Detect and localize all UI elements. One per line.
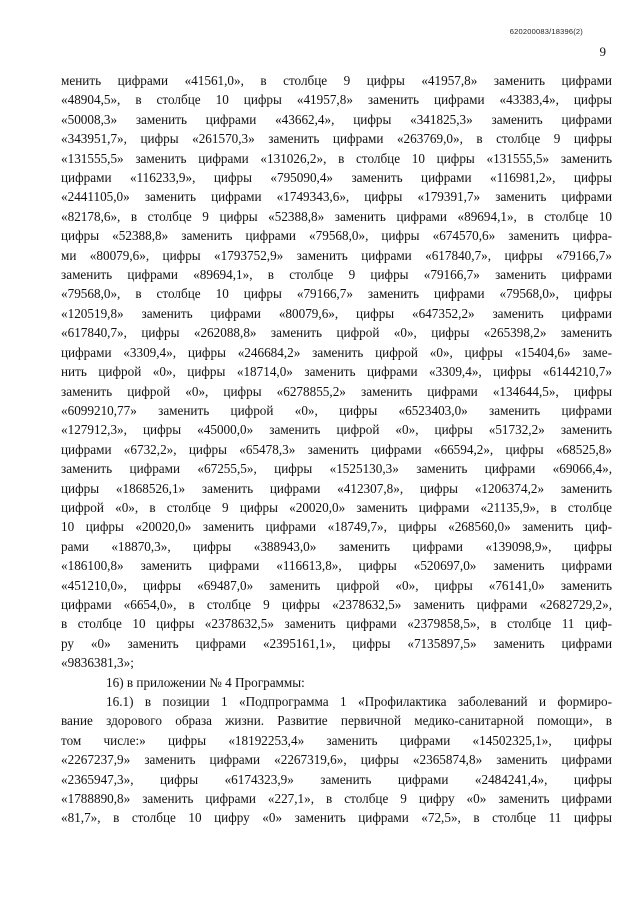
text-line: «120519,8» заменить цифрами «80079,6», цифры «647352,2» заменить цифрами — [61, 305, 612, 321]
text-line: «79568,0», в столбце 10 цифры «79166,7» заменить цифрами «79568,0», цифры — [61, 286, 612, 302]
paragraph-end-line: «9836381,3»; — [61, 655, 134, 671]
text-line: ми «80079,6», цифры «1793752,9» заменить цифрами «617840,7», цифры «79166,7» — [61, 247, 612, 263]
text-line: цифрой «0», в столбце 9 цифры «20020,0» заменить цифрами «21135,9», в столбце — [61, 499, 612, 515]
text-line: «2267237,9» заменить цифрами «2267319,6», цифры «2365874,8» заменить цифрами — [61, 752, 612, 768]
text-line: «50008,3» заменить цифрами «43662,4», цифры «341825,3» заменить цифрами — [61, 111, 612, 127]
text-line: «186100,8» заменить цифрами «116613,8», цифры «520697,0» заменить цифрами — [61, 558, 612, 574]
text-line: цифрами «116233,9», цифры «795090,4» заменить цифрами «116981,2», цифры — [61, 170, 612, 186]
document-body — [61, 71, 612, 828]
text-line: менить цифрами «41561,0», в столбце 9 цифры «41957,8» заменить цифрами — [61, 73, 612, 88]
text-line: «81,7», в столбце 10 цифру «0» заменить цифрами «72,5», в столбце 11 цифры — [61, 810, 612, 826]
text-line: заменить цифрой «0», цифры «6278855,2» заменить цифрами «134644,5», цифры — [61, 383, 612, 399]
text-line: «1788890,8» заменить цифрами «227,1», в столбце 9 цифру «0» заменить цифрами — [61, 791, 612, 807]
page-number: 9 — [599, 44, 606, 59]
text-line: цифрами «3309,4», цифры «246684,2» заменить цифрой «0», цифры «15404,6» заме- — [61, 344, 612, 360]
text-line: цифрами «6732,2», цифры «65478,3» заменить цифрами «66594,2», цифры «68525,8» — [61, 441, 612, 457]
text-line: «131555,5» заменить цифрами «131026,2», в столбце 10 цифры «131555,5» заменить — [61, 150, 612, 166]
text-line: «451210,0», цифры «69487,0» заменить цифрой «0», цифры «76141,0» заменить — [61, 577, 612, 593]
text-line: цифры «1868526,1» заменить цифрами «412307,8», цифры «1206374,2» заменить — [61, 480, 612, 496]
text-line: том числе:» цифры «18192253,4» заменить цифрами «14502325,1», цифры — [61, 732, 612, 748]
text-line: «343951,7», цифры «261570,3» заменить цифрами «263769,0», в столбце 9 цифры — [61, 131, 612, 147]
text-line: 16.1) в позиции 1 «Подпрограмма 1 «Профилактика заболеваний и формиро- — [106, 694, 612, 709]
text-line: ру «0» заменить цифрами «2395161,1», цифры «7135897,5» заменить цифрами — [61, 635, 612, 651]
text-line: «48904,5», в столбце 10 цифры «41957,8» заменить цифрами «43383,4», цифры — [61, 92, 612, 108]
text-line: 10 цифры «20020,0» заменить цифрами «18749,7», цифры «268560,0» заменить циф- — [61, 519, 612, 535]
text-line: в столбце 10 цифры «2378632,5» заменить цифрами «2379858,5», в столбце 11 циф- — [61, 616, 612, 632]
text-line: нить цифрой «0», цифры «18714,0» заменить цифрами «3309,4», цифры «6144210,7» — [61, 364, 612, 380]
text-line: цифрами «6654,0», в столбце 9 цифры «2378632,5» заменить цифрами «2682729,2», — [61, 596, 612, 612]
text-line: «2441105,0» заменить цифрами «1749343,6», цифры «179391,7» заменить цифрами — [61, 189, 612, 205]
text-line: «617840,7», цифры «262088,8» заменить цифрой «0», цифры «265398,2» заменить — [61, 325, 612, 341]
text-line: «2365947,3», цифры «6174323,9» заменить цифрами «2484241,4», цифры — [61, 771, 612, 787]
text-line: «127912,3», цифры «45000,0» заменить цифрой «0», цифры «51732,2» заменить — [61, 422, 612, 438]
text-line: цифры «52388,8» заменить цифрами «79568,0», цифры «674570,6» заменить цифра- — [61, 228, 612, 244]
text-line: заменить цифрами «67255,5», цифры «1525130,3» заменить цифрами «69066,4», — [61, 461, 612, 477]
text-line: заменить цифрами «89694,1», в столбце 9 цифры «79166,7» заменить цифрами — [61, 267, 612, 283]
document-registration-number: 620200083/18396(2) — [509, 27, 583, 36]
section-heading: 16) в приложении № 4 Программы: — [106, 674, 305, 690]
text-line: «82178,6», в столбце 9 цифры «52388,8» заменить цифрами «89694,1», в столбце 10 — [61, 208, 612, 224]
text-line: «6099210,77» заменить цифрой «0», цифры «6523403,0» заменить цифрами — [61, 402, 612, 418]
text-line: вание здорового образа жизни. Развитие первичной медико-санитарной помощи», в — [61, 713, 612, 729]
text-line: рами «18870,3», цифры «388943,0» заменить цифрами «139098,9», цифры — [61, 538, 612, 554]
